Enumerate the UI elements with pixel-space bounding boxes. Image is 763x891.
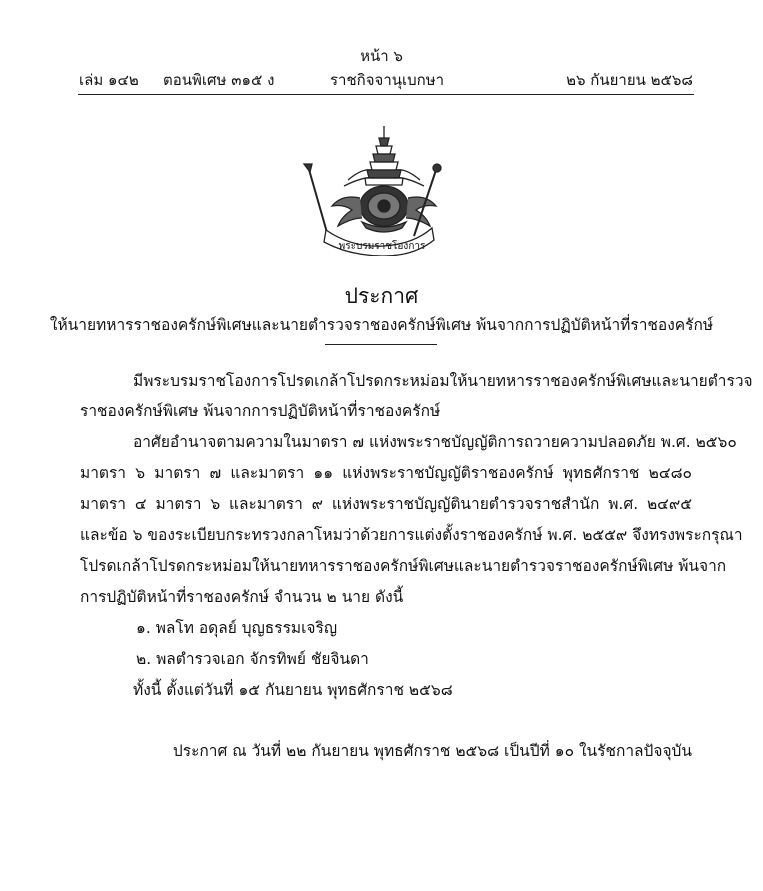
paragraph-2-line-1: อาศัยอำนาจตามความในมาตรา ๗ แห่งพระราชบัญญัติการถวายความปลอดภัย พ.ศ. ๒๕๖๐ <box>133 433 737 451</box>
royal-seal-emblem-icon <box>302 124 442 256</box>
paragraph-2-line-3: มาตรา ๔ มาตรา ๖ และมาตรา ๙ แห่งพระราชบัญญัตินายตำรวจราชสำนัก พ.ศ. ๒๔๙๕ <box>80 495 692 513</box>
publication-name: ราชกิจจานุเบกษา <box>330 71 445 89</box>
paragraph-2-line-6: การปฏิบัติหน้าที่ราชองครักษ์ จำนวน ๒ นาย ดังนี้ <box>80 588 404 606</box>
list-item: ๒. พลตำรวจเอก จักรทิพย์ ชัยจินดา <box>136 650 369 668</box>
paragraph-1-line-2: ราชองครักษ์พิเศษ พ้นจากการปฏิบัติหน้าที่ราชองครักษ์ <box>80 402 441 420</box>
paragraph-2-line-2: มาตรา ๖ มาตรา ๗ และมาตรา ๑๑ แห่งพระราชบัญญัติราชองครักษ์ พุทธศักราช ๒๔๘๐ <box>80 464 692 482</box>
section-number: ตอนพิเศษ ๓๑๕ ง <box>163 71 275 89</box>
closing-statement: ประกาศ ณ วันที่ ๒๒ กันยายน พุทธศักราช ๒๕๖๘ เป็นปีที่ ๑๐ ในรัชกาลปัจจุบัน <box>172 742 692 760</box>
announcement-title: ประกาศ <box>344 284 419 308</box>
effective-date-statement: ทั้งนี้ ตั้งแต่วันที่ ๑๕ กันยายน พุทธศักราช ๒๕๖๘ <box>133 681 453 699</box>
page-number: หน้า ๖ <box>360 47 403 65</box>
announcement-subtitle: ให้นายทหารราชองครักษ์พิเศษและนายตำรวจราชองครักษ์พิเศษ พ้นจากการปฏิบัติหน้าที่ราชองครักษ์ <box>49 316 714 334</box>
title-divider <box>325 344 437 345</box>
list-item: ๑. พลโท อดุลย์ บุญธรรมเจริญ <box>136 619 338 637</box>
volume-number: เล่ม ๑๔๒ <box>79 71 139 89</box>
header-rule <box>78 94 694 95</box>
paragraph-2-line-5: โปรดเกล้าโปรดกระหม่อมให้นายทหารราชองครักษ์พิเศษและนายตำรวจราชองครักษ์พิเศษ พ้นจาก <box>80 557 727 575</box>
paragraph-2-line-4: และข้อ ๖ ของระเบียบกระทรวงกลาโหมว่าด้วยการแต่งตั้งราชองครักษ์ พ.ศ. ๒๕๕๙ จึงทรงพระกรุณา <box>80 526 743 544</box>
paragraph-1-line-1: มีพระบรมราชโองการโปรดเกล้าโปรดกระหม่อมให้นายทหารราชองครักษ์พิเศษและนายตำรวจ <box>133 372 753 390</box>
emblem-ribbon-text: พระบรมราชโองการ <box>338 241 426 252</box>
publication-date: ๒๖ กันยายน ๒๕๖๘ <box>566 71 693 89</box>
